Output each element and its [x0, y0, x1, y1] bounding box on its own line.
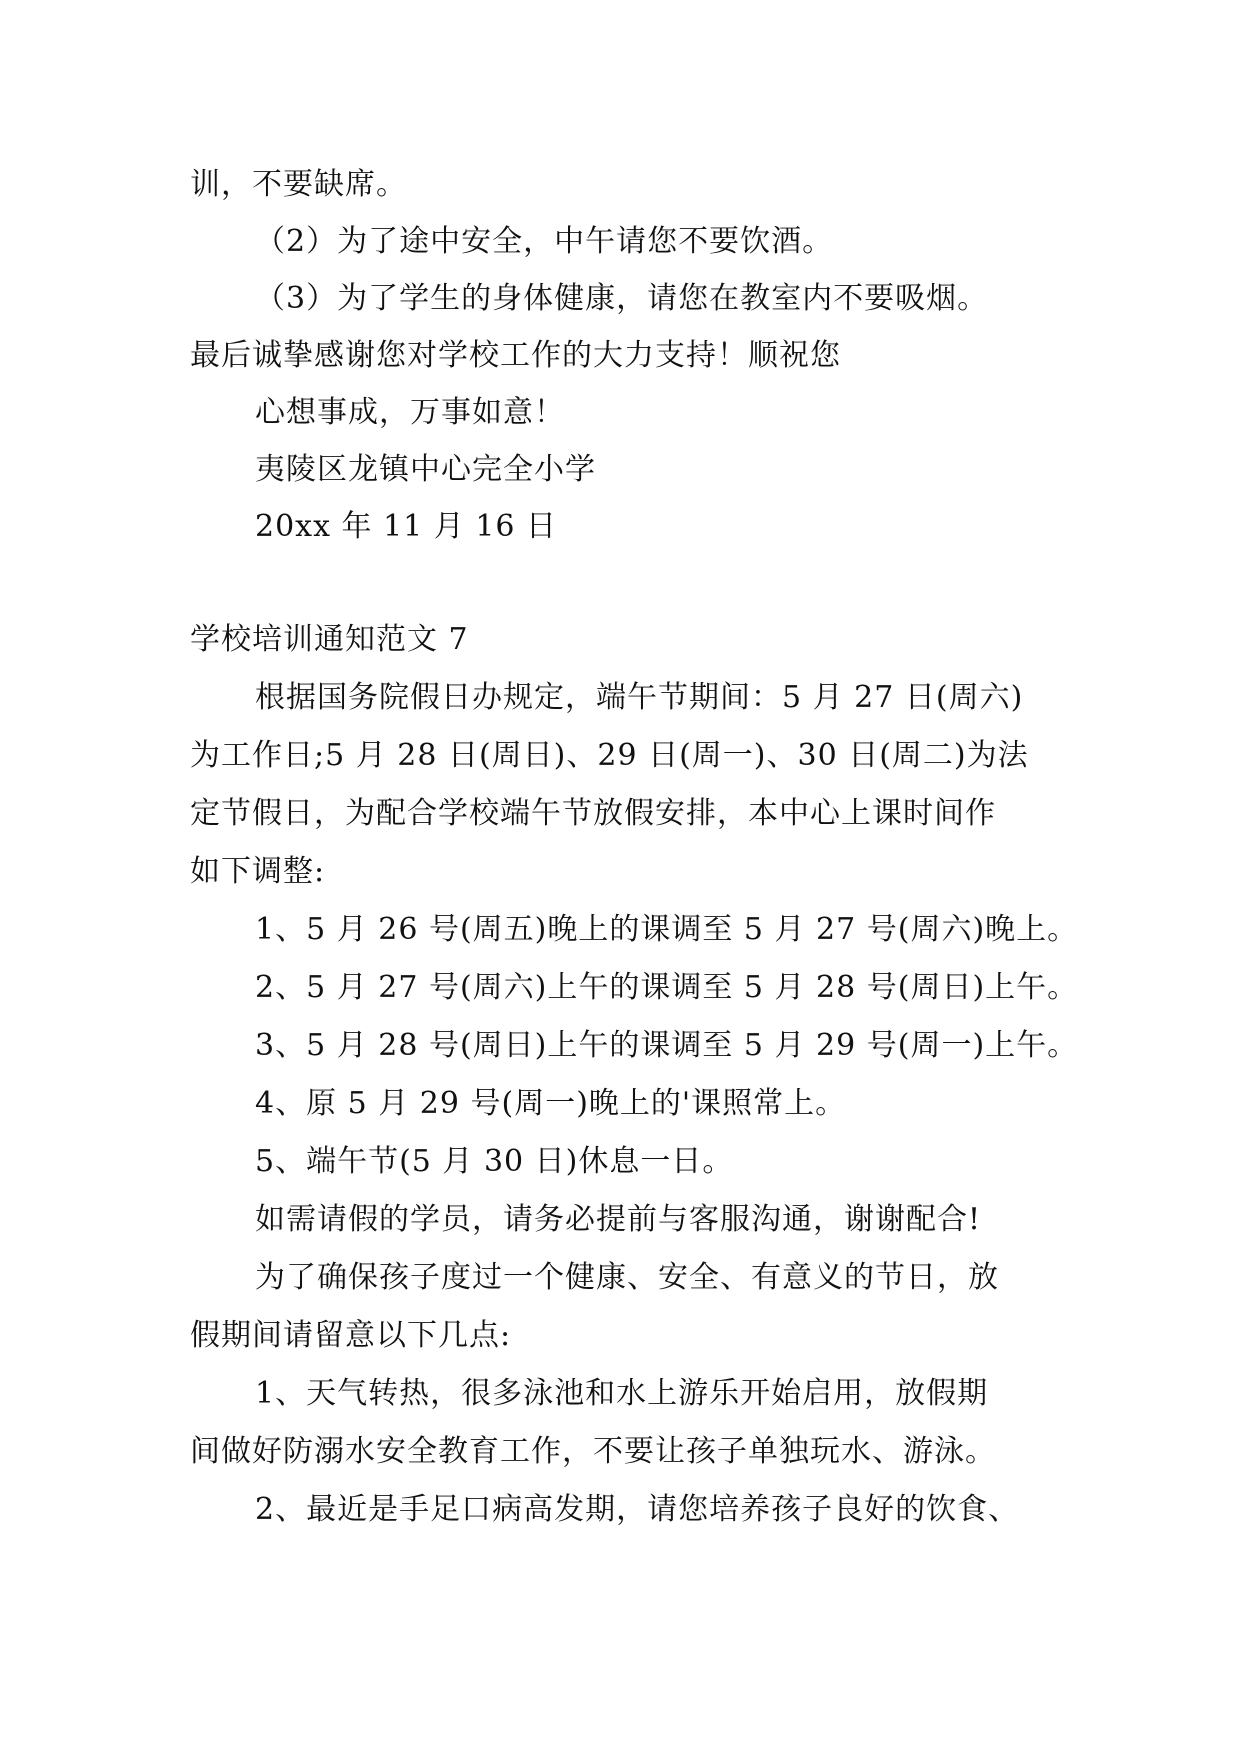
paragraph-line: 训，不要缺席。 [190, 167, 407, 202]
list-item: 4、原 5 月 29 号(周一)晚上的'课照常上。 [255, 1086, 847, 1121]
paragraph-line: 根据国务院假日办规定，端午节期间：5 月 27 日(周六) [255, 680, 1024, 715]
list-item: 5、端午节(5 月 30 日)休息一日。 [255, 1144, 734, 1179]
paragraph-line: 夷陵区龙镇中心完全小学 [255, 452, 596, 487]
list-item: 3、5 月 28 号(周日)上午的课调至 5 月 29 号(周一)上午。 [255, 1028, 1079, 1063]
list-item: 2、最近是手足口病高发期，请您培养孩子良好的饮食、 [255, 1492, 1020, 1527]
paragraph-line: 最后诚挚感谢您对学校工作的大力支持！顺祝您 [190, 338, 841, 373]
paragraph-line: （2）为了途中安全，中午请您不要饮酒。 [255, 224, 834, 259]
paragraph-line: 如下调整: [190, 854, 326, 889]
paragraph-line: 20xx 年 11 月 16 日 [255, 509, 558, 544]
paragraph-line: 为工作日;5 月 28 日(周日)、29 日(周一)、30 日(周二)为法 [190, 738, 1029, 773]
paragraph-line: 为了确保孩子度过一个健康、安全、有意义的节日，放 [255, 1260, 999, 1295]
list-item: 1、5 月 26 号(周五)晚上的课调至 5 月 27 号(周六)晚上。 [255, 912, 1079, 947]
paragraph-line: 定节假日，为配合学校端午节放假安排，本中心上课时间作 [190, 796, 996, 831]
paragraph-line: （3）为了学生的身体健康，请您在教室内不要吸烟。 [255, 281, 989, 316]
list-item: 1、天气转热，很多泳池和水上游乐开始启用，放假期 [255, 1376, 989, 1411]
list-item: 2、5 月 27 号(周六)上午的课调至 5 月 28 号(周日)上午。 [255, 970, 1079, 1005]
paragraph-line: 假期间请留意以下几点: [190, 1318, 512, 1353]
section-heading: 学校培训通知范文 7 [190, 622, 469, 657]
paragraph-line: 如需请假的学员，请务必提前与客服沟通，谢谢配合! [255, 1202, 982, 1237]
paragraph-line: 心想事成，万事如意！ [255, 395, 565, 430]
paragraph-line: 间做好防溺水安全教育工作，不要让孩子单独玩水、游泳。 [190, 1434, 996, 1469]
